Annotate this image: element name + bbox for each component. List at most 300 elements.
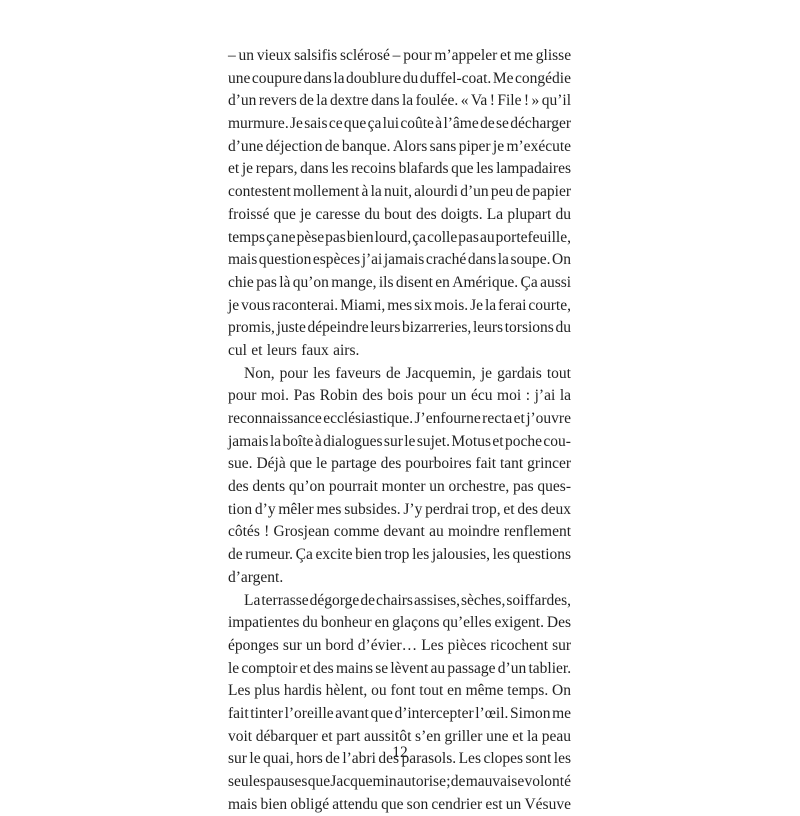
word: dans	[303, 69, 332, 87]
word: glisse	[535, 47, 572, 64]
word: hors	[296, 750, 323, 768]
word: que	[307, 773, 331, 790]
word: tout	[546, 364, 571, 382]
word: s’en	[415, 727, 441, 745]
word: la	[402, 92, 414, 110]
word: décharger	[510, 115, 572, 133]
word: courte,	[528, 296, 571, 314]
word: salsifis	[294, 47, 338, 64]
text-line	[228, 227, 571, 250]
word: !	[523, 92, 530, 110]
word: passage	[447, 659, 496, 677]
word: Non,	[244, 364, 275, 382]
word: la	[484, 296, 497, 314]
word: partage	[331, 455, 377, 473]
word: sais	[304, 115, 328, 133]
word: ou	[371, 682, 387, 700]
word: mes	[387, 296, 413, 314]
text-line	[228, 408, 571, 431]
word: la	[269, 432, 282, 450]
word: de	[324, 137, 340, 155]
word: dialogues	[323, 432, 383, 450]
word: comme	[333, 523, 380, 541]
word: temps	[228, 228, 266, 246]
word: d’y	[254, 500, 276, 518]
word: sur	[228, 750, 247, 768]
word: sur	[282, 636, 302, 654]
word: Je	[470, 296, 484, 314]
word: recta	[482, 410, 513, 427]
word: pour	[403, 47, 432, 64]
word: en	[435, 273, 450, 291]
word: autorise	[396, 773, 446, 790]
word: papier	[532, 183, 571, 201]
word: gardais	[497, 364, 542, 382]
word: perdrai	[425, 500, 470, 518]
word: ricochent	[490, 636, 549, 654]
word: du	[555, 205, 571, 223]
word: de	[299, 92, 314, 110]
word: questions	[512, 546, 572, 564]
text-line	[228, 703, 571, 726]
word: J’y	[403, 500, 423, 518]
page-number: 12	[392, 744, 408, 761]
word: d’une	[228, 137, 264, 155]
word: et	[513, 410, 525, 427]
word: j’ai	[361, 251, 383, 269]
word: caresse	[315, 205, 361, 223]
word: craché	[425, 251, 467, 269]
word: »	[531, 92, 540, 110]
word: ecclésiastique.	[323, 410, 414, 427]
word: ce	[328, 115, 343, 133]
word: des	[380, 455, 402, 473]
word: !	[264, 523, 270, 541]
word: Les	[458, 750, 481, 768]
text-line	[228, 794, 571, 816]
text-line	[228, 68, 571, 91]
word: au	[479, 228, 495, 246]
word: j’ai	[534, 387, 556, 405]
word: du	[555, 319, 571, 337]
word: que	[273, 205, 296, 223]
word: tout	[419, 682, 444, 700]
word: mêler	[278, 500, 314, 518]
word: des	[362, 387, 383, 405]
word: Motus	[451, 432, 491, 450]
word: seules	[228, 773, 266, 790]
word: lampadaires	[496, 160, 571, 178]
word: j’ouvre	[526, 410, 571, 427]
text-line	[228, 521, 571, 544]
word: je	[228, 296, 240, 314]
word: que	[451, 160, 474, 178]
word: portefeuille,	[495, 228, 571, 246]
word: Déjà	[256, 455, 286, 473]
word: bout	[384, 205, 412, 223]
word: tion	[228, 500, 253, 518]
word: faux	[301, 341, 329, 359]
word: assises,	[413, 591, 461, 609]
word: la	[526, 727, 539, 745]
word: –	[228, 47, 236, 64]
word: le	[228, 659, 240, 677]
word: les	[476, 160, 494, 178]
word: trop	[384, 546, 410, 564]
word: leurs	[266, 341, 297, 359]
word: repars,	[255, 160, 298, 178]
text-line	[228, 181, 571, 204]
word: plus	[254, 682, 281, 700]
word: débarquer	[255, 727, 318, 745]
word: pour	[417, 387, 447, 405]
word: en	[374, 614, 390, 632]
text-line	[228, 453, 571, 476]
word: leurs	[472, 319, 504, 337]
text-line	[228, 136, 571, 159]
word: un	[238, 47, 255, 64]
word: qu’il	[541, 92, 572, 110]
word: faveurs	[335, 364, 381, 382]
word: tablier.	[528, 659, 572, 677]
word: bien	[260, 795, 288, 813]
word: ça	[367, 115, 382, 133]
word: attendu	[332, 795, 378, 813]
word: avant	[335, 704, 369, 722]
word: Me	[492, 69, 514, 87]
word: d’argent.	[228, 568, 284, 586]
word: se	[375, 659, 389, 677]
word: et	[492, 432, 504, 450]
word: les	[313, 364, 331, 382]
word: un	[505, 795, 522, 813]
word: sèches,	[461, 591, 506, 609]
word: ;	[446, 773, 451, 790]
word: ça	[266, 228, 280, 246]
text-line	[228, 680, 571, 703]
word: froissé	[228, 205, 270, 223]
word: trop,	[471, 500, 501, 518]
text-line	[228, 590, 571, 613]
word: dépeindre	[307, 319, 369, 337]
word: qu’elles	[442, 614, 492, 632]
word: et	[228, 160, 240, 178]
word: bizarreries,	[402, 319, 472, 337]
word: une	[228, 69, 251, 87]
word: torsions	[504, 319, 554, 337]
word: éponges	[228, 636, 279, 654]
word: et	[299, 659, 311, 677]
word: vieux	[256, 47, 292, 64]
word: banque.	[341, 137, 391, 155]
word: d’un	[228, 92, 257, 110]
text-line	[228, 249, 571, 272]
word: écu	[470, 387, 493, 405]
word: voit	[228, 727, 253, 745]
word: exigent.	[494, 614, 544, 632]
word: déjection	[265, 137, 323, 155]
word: Simon	[510, 704, 551, 722]
word: moindre	[447, 523, 500, 541]
word: J’enfourne	[414, 410, 481, 427]
word: quai,	[263, 750, 294, 768]
word: soupe.	[510, 251, 551, 269]
word: Miami,	[340, 296, 386, 314]
word: des	[313, 659, 334, 677]
word: revers	[258, 92, 297, 110]
word: mes	[316, 500, 342, 518]
word: soiffardes,	[506, 591, 572, 609]
word: alourdi	[414, 183, 459, 201]
word: peu	[490, 183, 514, 201]
text-line	[228, 317, 571, 340]
word: sont	[525, 750, 552, 768]
word: Vésuve	[524, 795, 571, 813]
word: lui	[382, 115, 400, 133]
word: Pas	[293, 387, 316, 405]
word: du	[302, 614, 318, 632]
word: des	[517, 500, 539, 518]
word: un	[305, 636, 322, 654]
word: plupart	[507, 205, 552, 223]
word: se	[496, 115, 509, 133]
word: cul	[228, 341, 247, 359]
word: hardis	[283, 682, 322, 700]
word: Je	[290, 115, 303, 133]
word: l’abri	[342, 750, 376, 768]
text-line	[228, 385, 571, 408]
word: que	[343, 115, 367, 133]
word: des	[228, 478, 249, 496]
body-text	[228, 45, 571, 816]
word: pour	[228, 387, 257, 405]
word: me	[552, 704, 572, 722]
text-line	[228, 635, 571, 658]
word: !	[489, 92, 495, 110]
word: leurs	[370, 319, 401, 337]
word: qu’on	[292, 273, 329, 291]
text-line	[228, 363, 571, 386]
word: question	[258, 251, 312, 269]
word: duffel-coat.	[419, 69, 492, 87]
word: reconnaissance	[228, 410, 322, 427]
word: Les	[228, 682, 251, 700]
word: jalousies,	[431, 546, 491, 564]
text-line	[228, 658, 571, 681]
word: tinter	[250, 704, 283, 722]
word: Jacquemin,	[405, 364, 476, 382]
word: vous	[241, 296, 271, 314]
word: pourboires	[405, 455, 472, 473]
word: de	[360, 591, 375, 609]
word: fait	[228, 704, 249, 722]
word: clopes	[483, 750, 524, 768]
word: grincer	[527, 455, 572, 473]
word: mollement	[293, 183, 360, 201]
word: est	[485, 795, 503, 813]
word: d’intercepter	[394, 704, 474, 722]
word: Va	[470, 92, 488, 110]
text-line	[228, 340, 571, 363]
word: terrasse	[261, 591, 309, 609]
word: mois.	[434, 296, 469, 314]
word: le	[315, 455, 328, 473]
text-line	[228, 476, 571, 499]
word: sclérosé	[339, 47, 390, 64]
word: mange,	[331, 273, 377, 291]
text-line	[228, 544, 571, 567]
word: espèces	[312, 251, 361, 269]
word: six	[414, 296, 433, 314]
word: une	[486, 727, 509, 745]
word: et	[251, 341, 263, 359]
word: au	[430, 659, 446, 677]
word: fait	[475, 455, 497, 473]
word: excite	[315, 546, 353, 564]
word: je	[492, 137, 505, 155]
word: orchestre,	[448, 478, 510, 496]
word: l’âme	[443, 115, 479, 133]
word: un	[429, 478, 445, 496]
text-line	[228, 295, 571, 318]
word: dans	[467, 251, 497, 269]
word: de	[228, 546, 243, 564]
word: chairs	[375, 591, 413, 609]
word: me	[514, 47, 533, 64]
word: à	[435, 115, 443, 133]
word: impatientes	[228, 614, 300, 632]
word: la	[497, 251, 509, 269]
word: d’un	[460, 183, 489, 201]
word: coupure	[251, 69, 302, 87]
word: blafards	[398, 160, 449, 178]
word: des	[378, 750, 400, 768]
word: mains	[335, 659, 373, 677]
word: cendrier	[431, 795, 483, 813]
word: lèvent	[390, 659, 429, 677]
word: On	[552, 251, 571, 269]
word: bord	[325, 636, 354, 654]
word: mauvaise	[465, 773, 525, 790]
word: sur	[383, 432, 403, 450]
word: des	[415, 205, 437, 223]
word: à	[361, 183, 369, 201]
word: d’un	[497, 659, 527, 677]
word: mais	[228, 251, 258, 269]
word: doigts.	[440, 205, 483, 223]
word: recoins	[351, 160, 396, 178]
text-line	[228, 499, 571, 522]
word: tant	[500, 455, 524, 473]
word: nuit,	[383, 183, 412, 201]
word: ques-	[537, 478, 571, 496]
word: Ça	[520, 273, 538, 291]
word: et	[500, 47, 512, 64]
word: d’évier…	[357, 636, 418, 654]
word: au	[429, 523, 444, 541]
text-line	[228, 272, 571, 295]
word: pauses	[266, 773, 308, 790]
text-line	[228, 771, 571, 794]
word: –	[392, 47, 401, 64]
word: sue.	[228, 455, 253, 473]
word: sur	[552, 636, 572, 654]
word: pourrait	[328, 478, 378, 496]
word: ferai	[498, 296, 527, 314]
word: je	[241, 160, 254, 178]
word: Ça	[295, 546, 313, 564]
word: de	[515, 183, 531, 201]
text-line	[228, 113, 571, 136]
word: colle	[427, 228, 458, 246]
word: congédie	[515, 69, 571, 87]
word: je	[300, 205, 312, 223]
word: pour	[279, 364, 309, 382]
word: et	[503, 500, 515, 518]
word: ils	[378, 273, 394, 291]
word: :	[525, 387, 531, 405]
word: pas	[512, 478, 534, 496]
word: de	[385, 364, 401, 382]
word: monter	[381, 478, 426, 496]
word: que	[381, 795, 404, 813]
word: un	[450, 387, 467, 405]
word: je	[480, 364, 493, 382]
word: dégorge	[309, 591, 360, 609]
word: du	[364, 205, 380, 223]
text-line	[228, 158, 571, 181]
word: ne	[280, 228, 296, 246]
word: ça	[412, 228, 427, 246]
word: foulée.	[415, 92, 459, 110]
word: boîte	[282, 432, 314, 450]
word: le	[404, 432, 416, 450]
word: hèlent,	[325, 682, 368, 700]
word: l’œil.	[475, 704, 509, 722]
word: Jacquemin	[330, 773, 397, 790]
word: l’oreille	[284, 704, 334, 722]
word: volonté	[524, 773, 571, 790]
word: dextre	[329, 92, 369, 110]
word: temps.	[507, 682, 549, 700]
word: piper	[458, 137, 491, 155]
word: bien	[346, 228, 374, 246]
word: moi	[497, 387, 522, 405]
word: glaçons	[392, 614, 440, 632]
word: murmure.	[228, 115, 289, 133]
word: Robin	[319, 387, 358, 405]
word: obligé	[290, 795, 330, 813]
word: son	[406, 795, 429, 813]
word: à	[314, 432, 322, 450]
word: part	[336, 727, 361, 745]
text-line	[228, 45, 571, 68]
word: dents	[252, 478, 286, 496]
word: poche	[504, 432, 542, 450]
word: en	[447, 682, 462, 700]
word: airs.	[333, 341, 360, 359]
word: les	[553, 750, 572, 768]
word: Des	[546, 614, 571, 632]
word: Grosjean	[273, 523, 330, 541]
word: sujet.	[416, 432, 450, 450]
word: les	[492, 546, 510, 564]
word: dans	[300, 160, 329, 178]
word: Amérique.	[452, 273, 519, 291]
word: juste	[276, 319, 306, 337]
text-line	[228, 431, 571, 454]
word: pas	[256, 273, 277, 291]
